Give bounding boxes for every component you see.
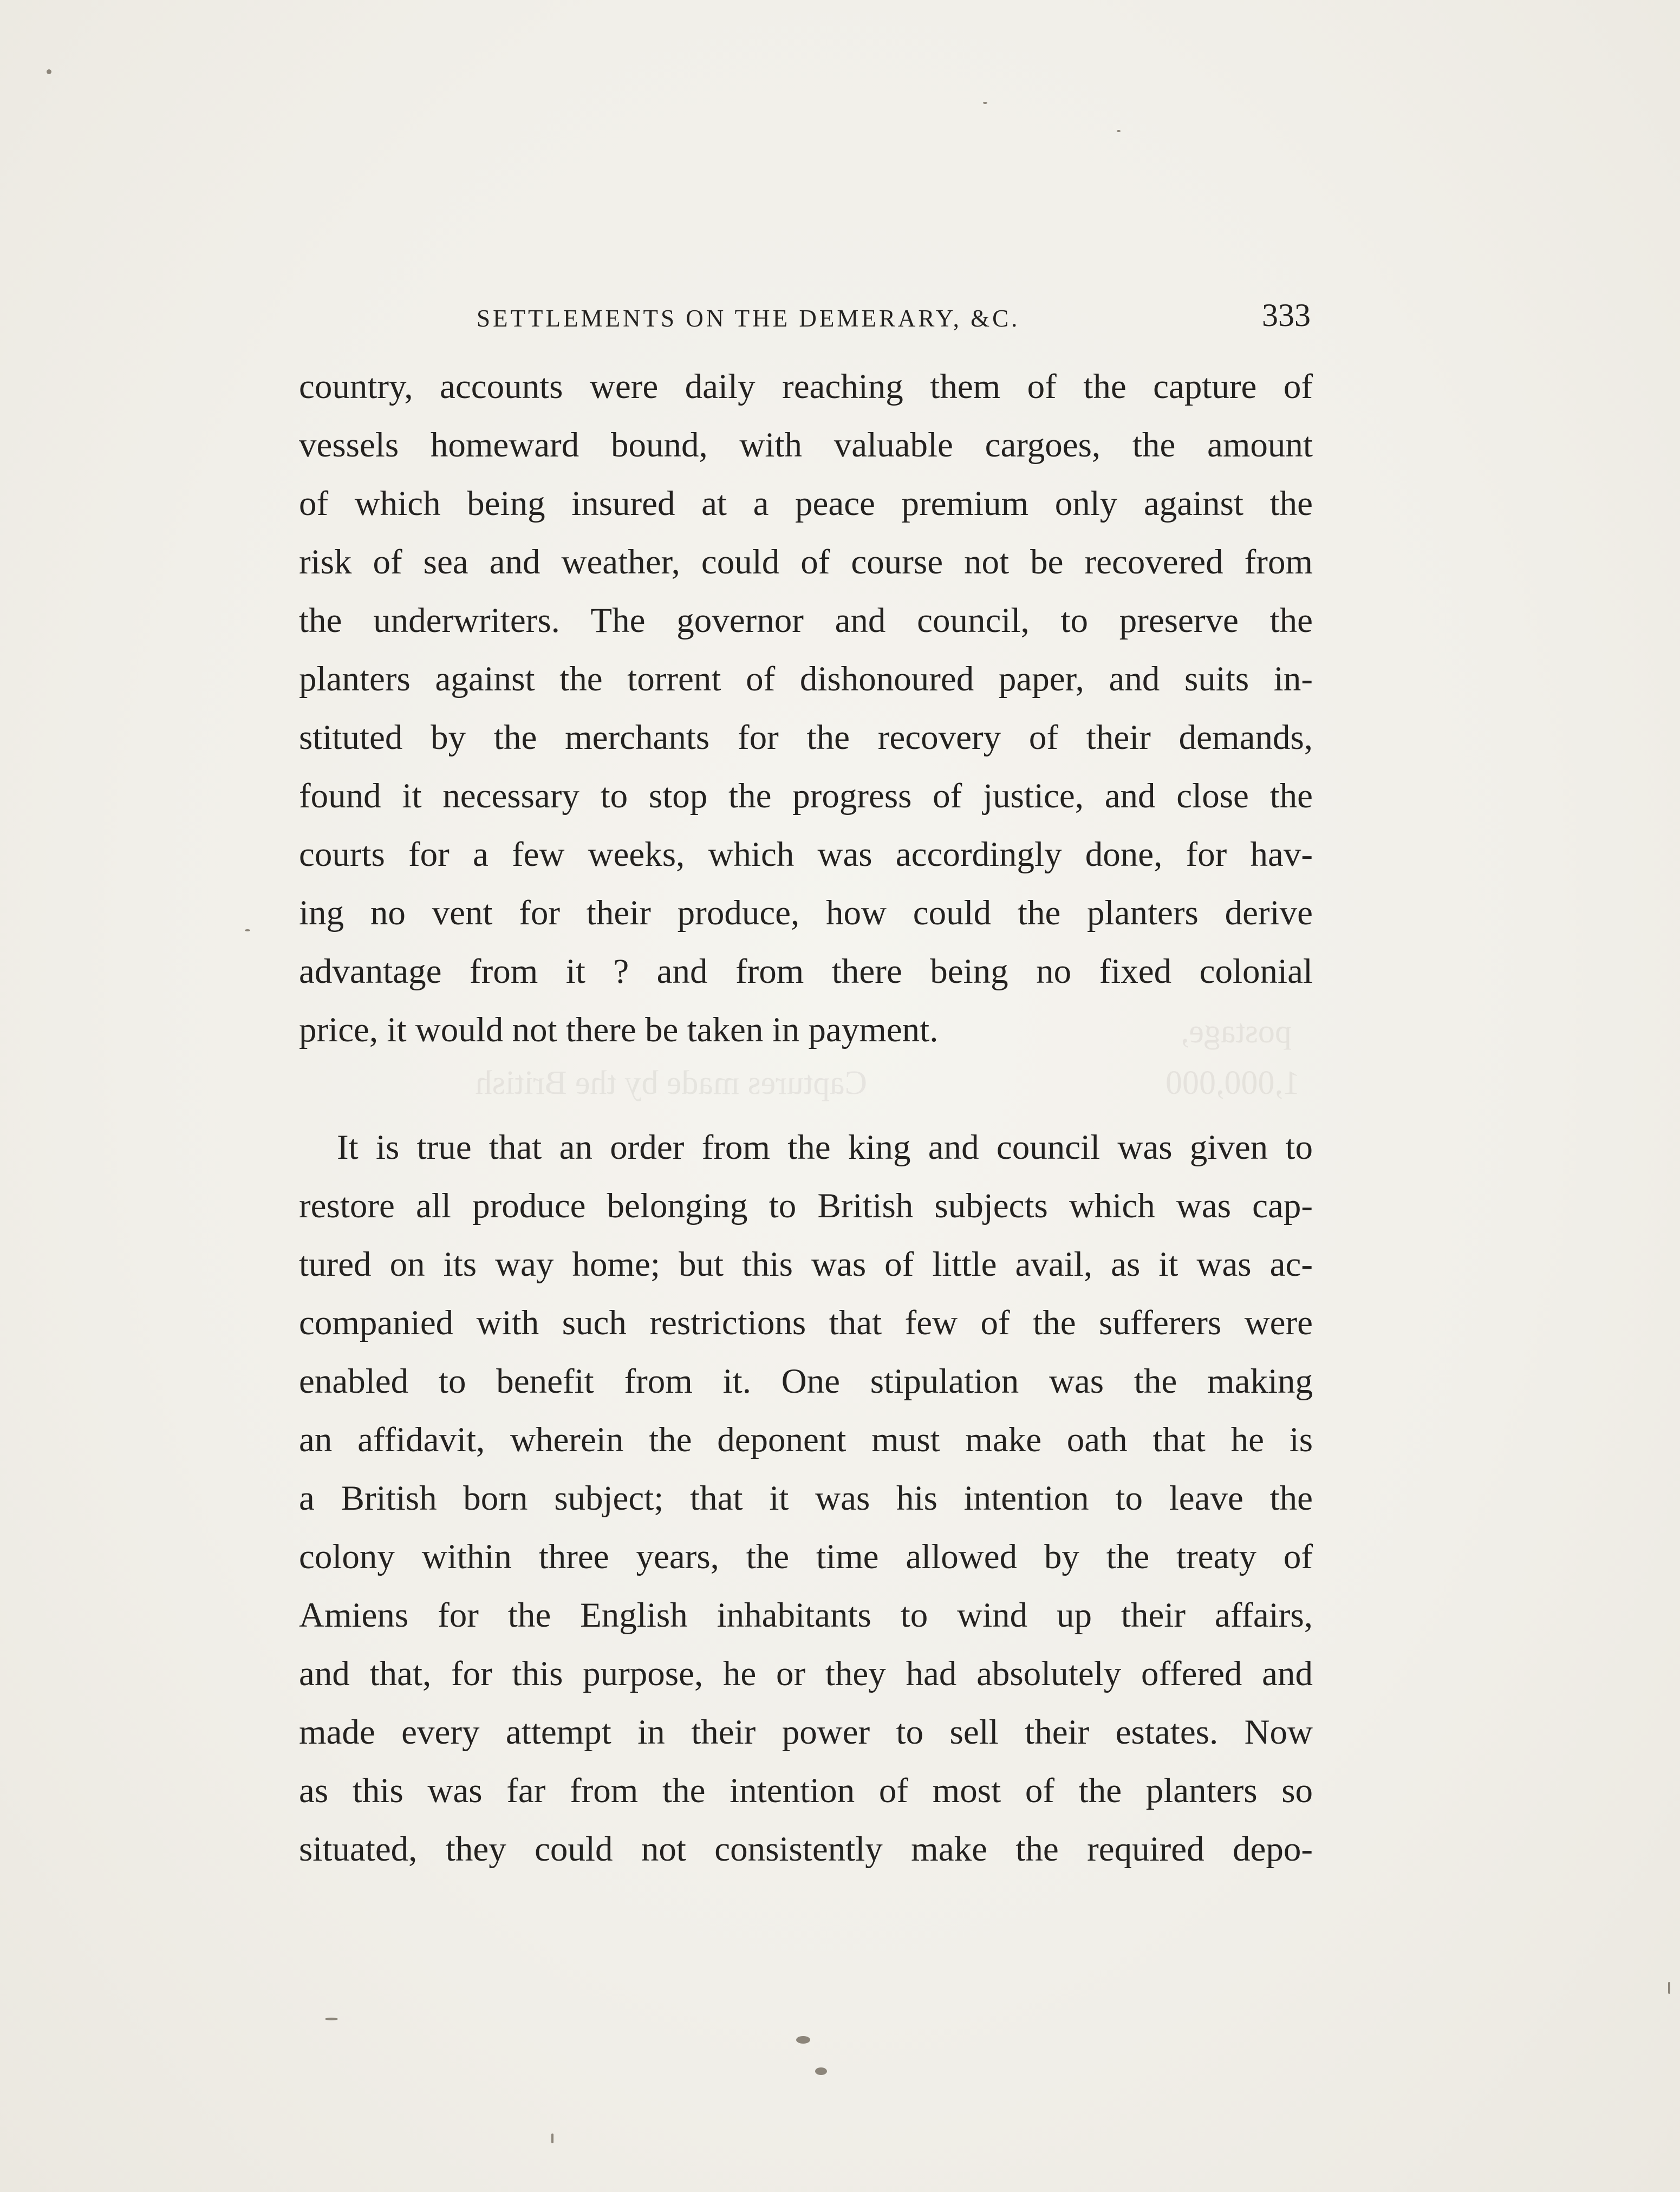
text-line: advantage from it ? and from there being no fixed colonial <box>299 952 1313 991</box>
text-line: ing no vent for their produce, how could the planters derive <box>299 893 1313 932</box>
show-through-text: postage, <box>1181 1013 1292 1050</box>
paper-speck <box>551 2134 554 2143</box>
show-through-caption: Captures made by the British <box>475 1065 867 1101</box>
text-line: risk of sea and weather, could of course not be recovered from <box>299 543 1313 582</box>
paragraph-1 <box>299 357 1313 1059</box>
show-through-text <box>325 1064 1300 1102</box>
text-line: made every attempt in their power to sell their estates. Now <box>299 1713 1313 1752</box>
paper-speck <box>815 2067 827 2075</box>
text-line: country, accounts were daily reaching them of the capture of <box>299 367 1313 406</box>
paper-speck <box>1668 1982 1670 1994</box>
paragraph-2 <box>299 1118 1313 1878</box>
text-line: enabled to benefit from it. One stipulation was the making <box>299 1362 1313 1401</box>
text-line: found it necessary to stop the progress of justice, and close the <box>299 777 1313 816</box>
text-line: restore all produce belonging to British subjects which was cap- <box>299 1186 1313 1225</box>
text-line: and that, for this purpose, he or they had absolutely offered and <box>299 1654 1313 1693</box>
show-through-amount: 1,000,000 <box>1165 1065 1300 1101</box>
text-line: tured on its way home; but this was of little avail, as it was ac- <box>299 1245 1313 1284</box>
text-line: companied with such restrictions that few of the sufferers were <box>299 1303 1313 1342</box>
text-line: as this was far from the intention of most of the planters so <box>299 1771 1313 1810</box>
text-line: courts for a few weeks, which was accordingly done, for hav- <box>299 835 1313 874</box>
text-line: It is true that an order from the king and council was given to <box>337 1128 1313 1167</box>
text-line: price, it would not there be taken in payment. <box>299 1010 939 1049</box>
text-line: stituted by the merchants for the recovery of their demands, <box>299 718 1313 757</box>
text-line: vessels homeward bound, with valuable cargoes, the amount <box>299 426 1313 465</box>
text-line: situated, they could not consistently make the required depo- <box>299 1830 1313 1869</box>
text-line: Amiens for the English inhabitants to wind up their affairs, <box>299 1596 1313 1635</box>
text-line: a British born subject; that it was his intention to leave the <box>299 1479 1313 1518</box>
text-line: an affidavit, wherein the deponent must make oath that he is <box>299 1420 1313 1459</box>
text-line: the underwriters. The governor and council, to preserve the <box>299 601 1313 640</box>
text-line: planters against the torrent of dishonoured paper, and suits in- <box>299 660 1313 699</box>
paper-speck <box>1117 130 1121 132</box>
running-title: SETTLEMENTS ON THE DEMERARY, &C. <box>477 305 1020 332</box>
paper-speck <box>325 2018 338 2020</box>
text-line: of which being insured at a peace premium only against the <box>299 484 1313 523</box>
running-head <box>477 297 1311 340</box>
paper-speck <box>796 2036 810 2044</box>
page-number: 333 <box>1262 297 1311 333</box>
paper-speck <box>47 69 51 74</box>
text-line: colony within three years, the time allowed by the treaty of <box>299 1537 1313 1576</box>
paper-speck <box>983 102 987 104</box>
paper-speck <box>245 929 250 931</box>
